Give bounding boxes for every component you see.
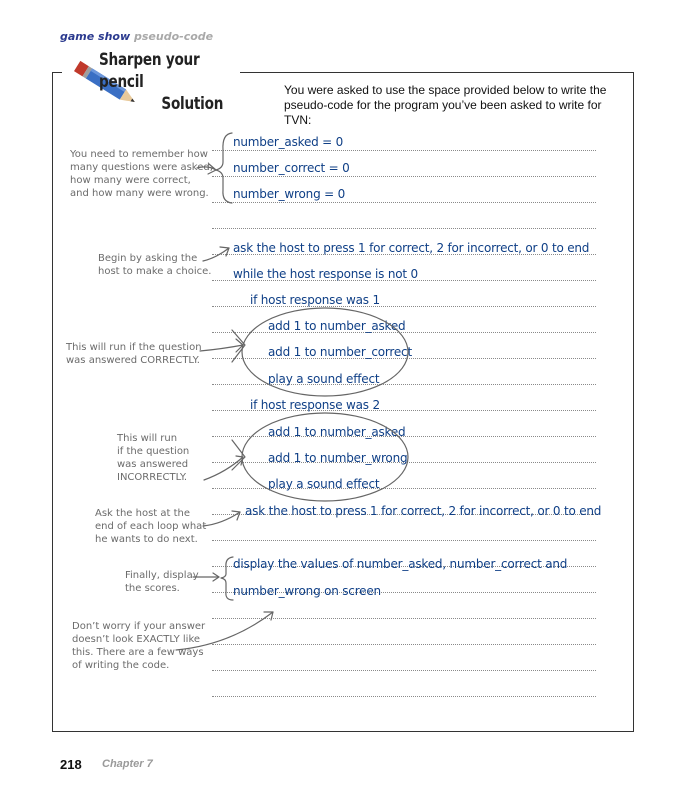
code-line: number_correct = 0 (233, 161, 350, 175)
title-line-2: Solution (161, 94, 224, 114)
code-line: if host response was 2 (250, 398, 380, 412)
code-line: add 1 to number_wrong (268, 451, 408, 465)
brace (216, 133, 232, 203)
code-line: add 1 to number_correct (268, 345, 412, 359)
annotation-begin: Begin by asking the host to make a choice. (98, 253, 212, 277)
code-line: add 1 to number_asked (268, 319, 406, 333)
page-number: 218 (60, 757, 82, 772)
title-line-1: Sharpen your pencil (99, 50, 200, 92)
annotation-ask-end: Ask the host at the end of each loop what he wants to do next. (95, 508, 207, 545)
code-line: number_wrong on screen (233, 584, 381, 598)
code-line: play a sound effect (268, 372, 380, 386)
code-line: ask the host to press 1 for correct, 2 for incorrect, or 0 to end (233, 241, 590, 255)
incorrect-block-circle (242, 413, 408, 501)
annotation-correctly: This will run if the question was answered CORRECTLY. (66, 342, 202, 366)
code-line: while the host response is not 0 (233, 267, 418, 281)
code-line: add 1 to number_asked (268, 425, 406, 439)
code-line: number_asked = 0 (233, 135, 344, 149)
chapter-label: Chapter 7 (102, 758, 153, 770)
correct-block-circle (242, 308, 408, 396)
annotation-display: Finally, display the scores. (125, 570, 199, 594)
annotation-incorrectly: This will run if the question was answered INCORRECTLY. (117, 433, 190, 483)
code-line: if host response was 1 (250, 293, 380, 307)
code-line: ask the host to press 1 for correct, 2 for incorrect, or 0 to end (245, 504, 602, 518)
subsection-title: pseudo-code (134, 30, 214, 43)
section-title: game show (60, 30, 131, 43)
exercise-instructions: You were asked to use the space provided below to write the pseudo-code for the program you’ve been asked to write for TVN: (284, 83, 607, 127)
code-line: play a sound effect (268, 477, 380, 491)
annotation-remember: You need to remember how many questions were asked, how many were correct, and how many were wrong. (70, 149, 213, 199)
code-line: display the values of number_asked, number_correct and (233, 557, 568, 571)
code-line: number_wrong = 0 (233, 187, 346, 201)
annotation-worry: Don’t worry if your answer doesn’t look EXACTLY like this. There are a few ways of writing the code. (72, 621, 206, 671)
